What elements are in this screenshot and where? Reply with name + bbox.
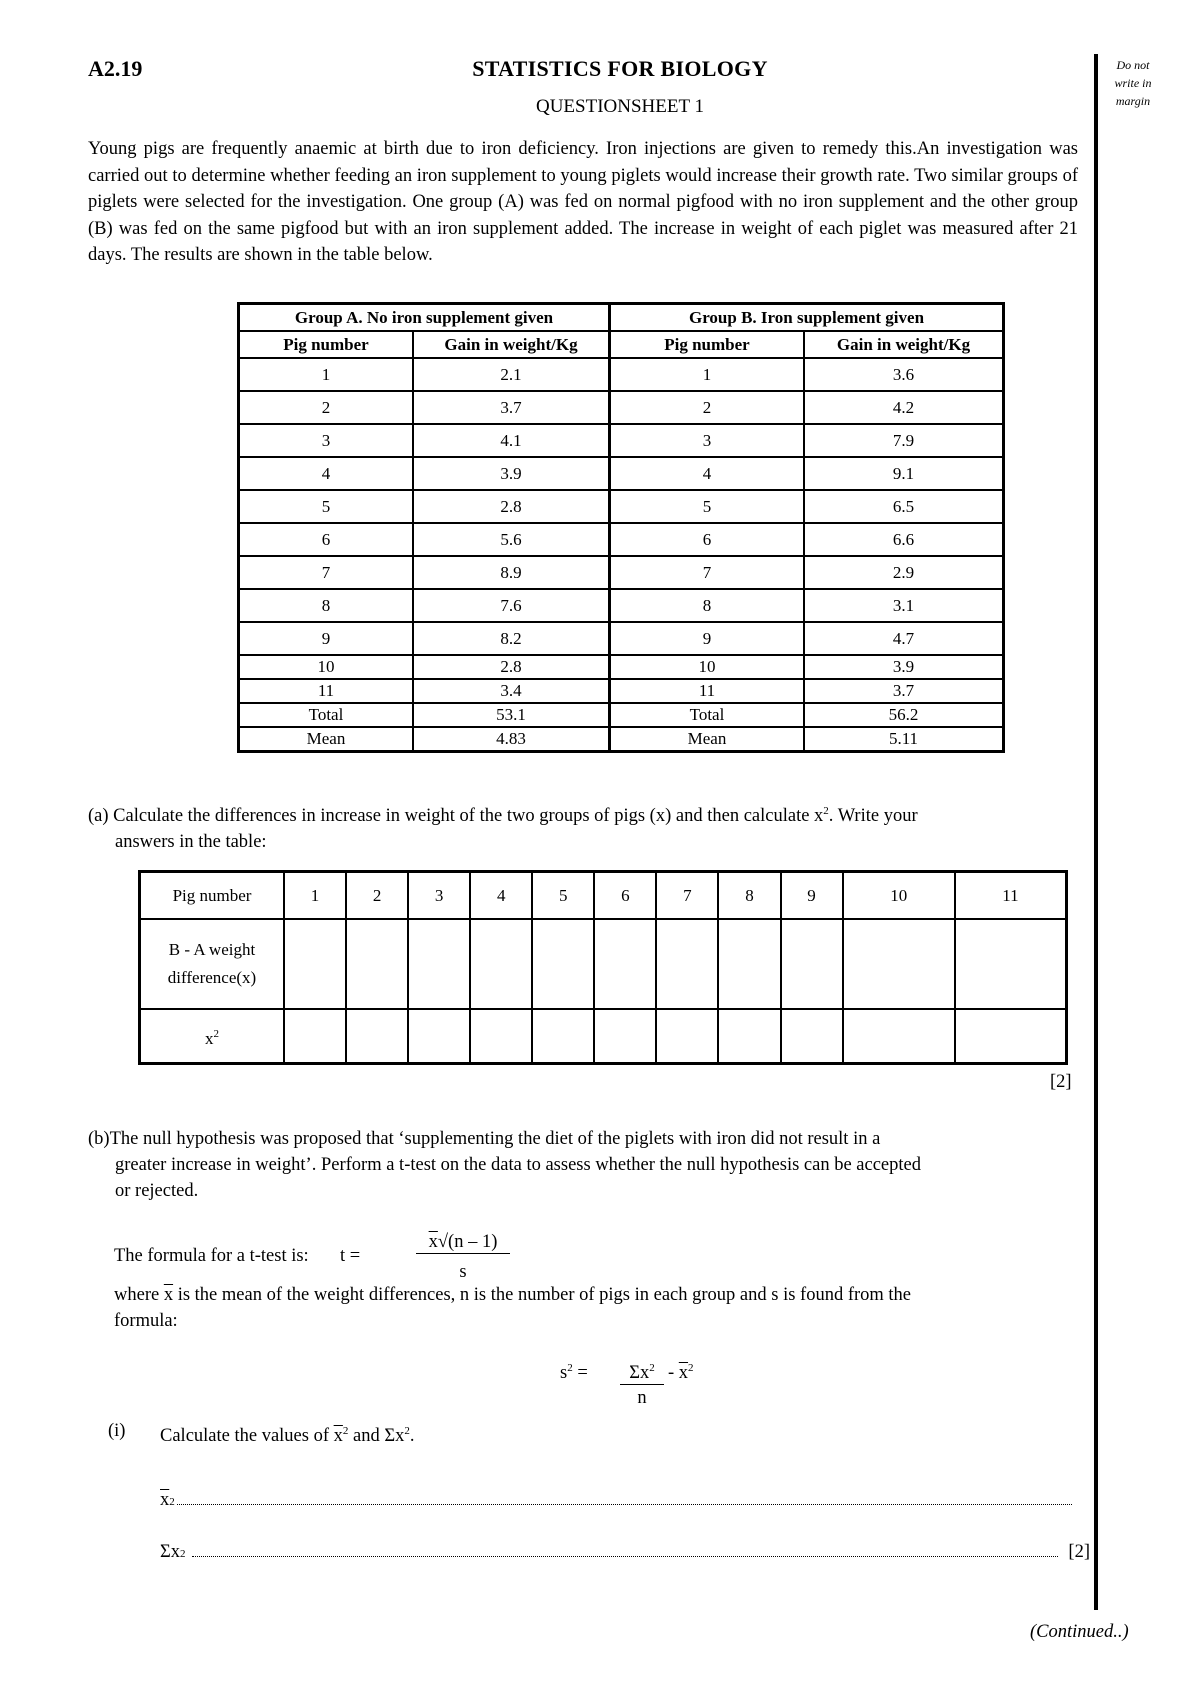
cell-gain-a: 7.6 — [413, 589, 610, 622]
cell-gain-b: 3.9 — [804, 655, 1004, 679]
table-row — [239, 679, 1004, 703]
col-header-gain-a: Gain in weight/Kg — [413, 331, 610, 358]
col-header-pig-a: Pig number — [239, 331, 414, 358]
cell-pig-b: 3 — [610, 424, 805, 457]
grid-x2-cell[interactable] — [532, 1009, 594, 1064]
page-title: STATISTICS FOR BIOLOGY — [472, 56, 768, 81]
cell-gain-a: 3.4 — [413, 679, 610, 703]
table-row — [239, 490, 1004, 523]
superscript: 2 — [180, 1548, 186, 1560]
grid-x2-text: x — [205, 1028, 214, 1048]
cell-gain-a: 8.2 — [413, 622, 610, 655]
grid-diff-cell[interactable] — [781, 919, 843, 1009]
grid-x2-cell[interactable] — [718, 1009, 780, 1064]
mean-label-a: Mean — [239, 727, 414, 752]
cell-gain-a: 4.1 — [413, 424, 610, 457]
cell-pig-b: 4 — [610, 457, 805, 490]
mean-value-a: 4.83 — [413, 727, 610, 752]
part-i-text-span: . — [409, 1426, 415, 1446]
table-row — [239, 424, 1004, 457]
x-bar: $\overline{x}$ — [160, 1490, 170, 1510]
marks-a: [2] — [1050, 1072, 1072, 1092]
grid-pig-number: 3 — [408, 872, 470, 920]
grid-pig-number: 4 — [470, 872, 532, 920]
part-i-text-span: Calculate the values of — [160, 1426, 334, 1446]
table-row — [239, 556, 1004, 589]
x-bar: $\overline{x}$ — [678, 1363, 689, 1383]
grid-diff-cell[interactable] — [346, 919, 408, 1009]
s-formula-rhs — [668, 1362, 694, 1384]
total-label-a: Total — [239, 703, 414, 727]
col-header-gain-b: Gain in weight/Kg — [804, 331, 1004, 358]
cell-pig-b: 9 — [610, 622, 805, 655]
cell-pig-a: 1 — [239, 358, 414, 391]
formula-numerator — [416, 1232, 510, 1254]
sum-x: Σx — [629, 1363, 650, 1383]
grid-diff-label — [140, 919, 285, 1009]
grid-diff-cell[interactable] — [718, 919, 780, 1009]
minus-sign: - — [668, 1363, 679, 1383]
question-b-label: (b) — [88, 1129, 110, 1149]
formula-denominator: s — [459, 1262, 467, 1282]
where-text: formula: — [114, 1311, 178, 1331]
cell-pig-a: 5 — [239, 490, 414, 523]
superscript: 2 — [649, 1362, 655, 1374]
question-a-label: (a) — [88, 806, 109, 826]
grid-diff-cell[interactable] — [532, 919, 594, 1009]
grid-x2-cell[interactable] — [843, 1009, 955, 1064]
sum-x: Σx — [160, 1542, 181, 1562]
total-value-b: 56.2 — [804, 703, 1004, 727]
grid-x2-row — [140, 1009, 1067, 1064]
grid-x2-cell[interactable] — [781, 1009, 843, 1064]
grid-x2-cell[interactable] — [594, 1009, 656, 1064]
cell-gain-b: 6.6 — [804, 523, 1004, 556]
cell-gain-a: 5.6 — [413, 523, 610, 556]
s-formula-numerator — [620, 1362, 664, 1385]
where-text: where — [114, 1285, 160, 1305]
question-b — [88, 1126, 1078, 1204]
cell-pig-a: 6 — [239, 523, 414, 556]
total-row — [239, 703, 1004, 727]
answer-line-xbar-squared[interactable] — [160, 1490, 1072, 1511]
table-row — [239, 622, 1004, 655]
cell-pig-a: 3 — [239, 424, 414, 457]
part-i-label: (i) — [108, 1421, 126, 1441]
grid-pig-number: 10 — [843, 872, 955, 920]
s-formula-denominator: n — [637, 1388, 647, 1408]
table-row — [239, 589, 1004, 622]
cell-pig-a: 9 — [239, 622, 414, 655]
mean-row — [239, 727, 1004, 752]
grid-pig-number: 11 — [955, 872, 1067, 920]
table-row — [239, 358, 1004, 391]
cell-gain-b: 3.1 — [804, 589, 1004, 622]
grid-diff-cell[interactable] — [408, 919, 470, 1009]
total-value-a: 53.1 — [413, 703, 610, 727]
grid-pig-number: 1 — [284, 872, 346, 920]
cell-gain-b: 3.6 — [804, 358, 1004, 391]
margin-note-line: Do not — [1116, 58, 1150, 72]
grid-diff-cell[interactable] — [656, 919, 718, 1009]
cell-gain-b: 4.7 — [804, 622, 1004, 655]
grid-x2-cell[interactable] — [284, 1009, 346, 1064]
superscript: 2 — [823, 805, 829, 817]
grid-pig-number: 7 — [656, 872, 718, 920]
question-a-text: answers in the table: — [115, 832, 267, 852]
dotted-answer-line[interactable] — [177, 1490, 1072, 1505]
cell-pig-a: 2 — [239, 391, 414, 424]
group-a-header: Group A. No iron supplement given — [239, 304, 610, 332]
grid-diff-row — [140, 919, 1067, 1009]
cell-gain-a: 2.8 — [413, 490, 610, 523]
cell-pig-b: 2 — [610, 391, 805, 424]
grid-x2-cell[interactable] — [346, 1009, 408, 1064]
part-i-text-span: and Σx — [348, 1426, 405, 1446]
question-b-text: or rejected. — [115, 1181, 199, 1201]
cell-gain-b: 2.9 — [804, 556, 1004, 589]
grid-x2-cell[interactable] — [408, 1009, 470, 1064]
cell-gain-a: 8.9 — [413, 556, 610, 589]
superscript: 2 — [213, 1027, 219, 1040]
grid-pig-number: 8 — [718, 872, 780, 920]
total-label-b: Total — [610, 703, 805, 727]
dotted-answer-line[interactable] — [192, 1542, 1059, 1557]
superscript: 2 — [688, 1362, 694, 1374]
grid-diff-cell[interactable] — [955, 919, 1067, 1009]
cell-pig-b: 5 — [610, 490, 805, 523]
grid-diff-cell[interactable] — [470, 919, 532, 1009]
grid-pig-number: 6 — [594, 872, 656, 920]
cell-gain-b: 4.2 — [804, 391, 1004, 424]
continued-note: (Continued..) — [1030, 1622, 1129, 1642]
where-text: is the mean of the weight differences, n is the number of pigs in each group and s is found from the — [173, 1285, 912, 1305]
grid-diff-cell[interactable] — [284, 919, 346, 1009]
cell-gain-a: 3.9 — [413, 457, 610, 490]
cell-pig-b: 6 — [610, 523, 805, 556]
cell-pig-a: 8 — [239, 589, 414, 622]
question-b-text: The null hypothesis was proposed that ‘supplementing the diet of the piglets with iron did not result in a — [109, 1129, 881, 1149]
question-code: A2.19 — [88, 56, 143, 81]
grid-x2-cell[interactable] — [955, 1009, 1067, 1064]
superscript: 2 — [567, 1362, 573, 1374]
superscript: 2 — [404, 1425, 410, 1437]
grid-x2-label — [140, 1009, 285, 1064]
s-formula-lhs — [560, 1362, 588, 1384]
equals-sign: = — [572, 1363, 588, 1383]
cell-pig-b: 7 — [610, 556, 805, 589]
part-i-text — [160, 1418, 415, 1449]
question-a-text: . Write your — [828, 806, 918, 826]
grid-pig-number: 2 — [346, 872, 408, 920]
cell-gain-b: 3.7 — [804, 679, 1004, 703]
margin-note — [1090, 56, 1176, 110]
col-header-pig-b: Pig number — [610, 331, 805, 358]
question-b-text: greater increase in weight’. Perform a t-test on the data to assess whether the null hypothesis can be accepted — [115, 1155, 921, 1175]
s-symbol: s — [560, 1363, 568, 1383]
x-bar: $\overline{x}$ — [333, 1426, 343, 1446]
superscript: 2 — [169, 1496, 175, 1508]
formula-root: √(n – 1) — [437, 1232, 498, 1252]
mean-label-b: Mean — [610, 727, 805, 752]
cell-gain-a: 3.7 — [413, 391, 610, 424]
margin-note-line: write in — [1114, 76, 1152, 90]
cell-pig-a: 11 — [239, 679, 414, 703]
cell-pig-b: 10 — [610, 655, 805, 679]
formula-label: The formula for a t-test is: — [114, 1246, 309, 1266]
x-bar: $\overline{x}$ — [428, 1232, 438, 1252]
cell-pig-a: 4 — [239, 457, 414, 490]
cell-pig-b: 11 — [610, 679, 805, 703]
question-a-text: Calculate the differences in increase in weight of the two groups of pigs (x) and then calculate x — [113, 806, 824, 826]
cell-gain-b: 6.5 — [804, 490, 1004, 523]
cell-pig-b: 1 — [610, 358, 805, 391]
grid-diff-label-line: difference(x) — [167, 968, 257, 987]
margin-note-line: margin — [1115, 94, 1151, 108]
table-row — [239, 391, 1004, 424]
superscript: 2 — [342, 1425, 349, 1437]
cell-pig-b: 8 — [610, 589, 805, 622]
table-row — [239, 457, 1004, 490]
cell-gain-b: 7.9 — [804, 424, 1004, 457]
answer-grid — [138, 870, 1068, 1065]
grid-pig-number: 9 — [781, 872, 843, 920]
grid-x2-cell[interactable] — [470, 1009, 532, 1064]
cell-gain-a: 2.8 — [413, 655, 610, 679]
marks-b-i: [2] — [1068, 1542, 1090, 1562]
margin-rule — [1094, 54, 1098, 1610]
table-row — [239, 655, 1004, 679]
formula-t: t = — [340, 1246, 361, 1266]
intro-paragraph: Young pigs are frequently anaemic at birth due to iron deficiency. Iron injections are given to remedy this.An investigation was carried out to determine whether feeding an iron supplement to young piglets would increase their growth rate. Two similar groups of piglets were selected for the investigation. One group (A) was fed on normal pigfood with no iron supplement and the other group (B) was fed on the same pigfood but with an iron supplement added. The increase in weight of each piglet was measured after 21 days. The results are shown in the table below. — [88, 139, 1078, 266]
results-table — [237, 302, 1005, 753]
grid-header-row — [140, 872, 1067, 920]
cell-pig-a: 10 — [239, 655, 414, 679]
cell-gain-b: 9.1 — [804, 457, 1004, 490]
results-table-body — [239, 358, 1004, 752]
mean-value-b: 5.11 — [804, 727, 1004, 752]
cell-gain-a: 2.1 — [413, 358, 610, 391]
where-paragraph — [114, 1282, 1078, 1334]
question-a — [88, 798, 1078, 855]
cell-pig-a: 7 — [239, 556, 414, 589]
grid-x2-cell[interactable] — [656, 1009, 718, 1064]
page-subtitle: QUESTIONSHEET 1 — [535, 96, 704, 117]
grid-diff-label-line: B - A weight — [168, 940, 256, 959]
grid-pig-number: 5 — [532, 872, 594, 920]
s-formula — [560, 1362, 720, 1422]
grid-diff-cell[interactable] — [843, 919, 955, 1009]
grid-header-pig-number: Pig number — [140, 872, 285, 920]
x-bar: $\overline{x}$ — [163, 1285, 174, 1305]
group-b-header: Group B. Iron supplement given — [610, 304, 1004, 332]
answer-line-sum-x-squared[interactable] — [160, 1542, 1090, 1563]
table-row — [239, 523, 1004, 556]
grid-diff-cell[interactable] — [594, 919, 656, 1009]
